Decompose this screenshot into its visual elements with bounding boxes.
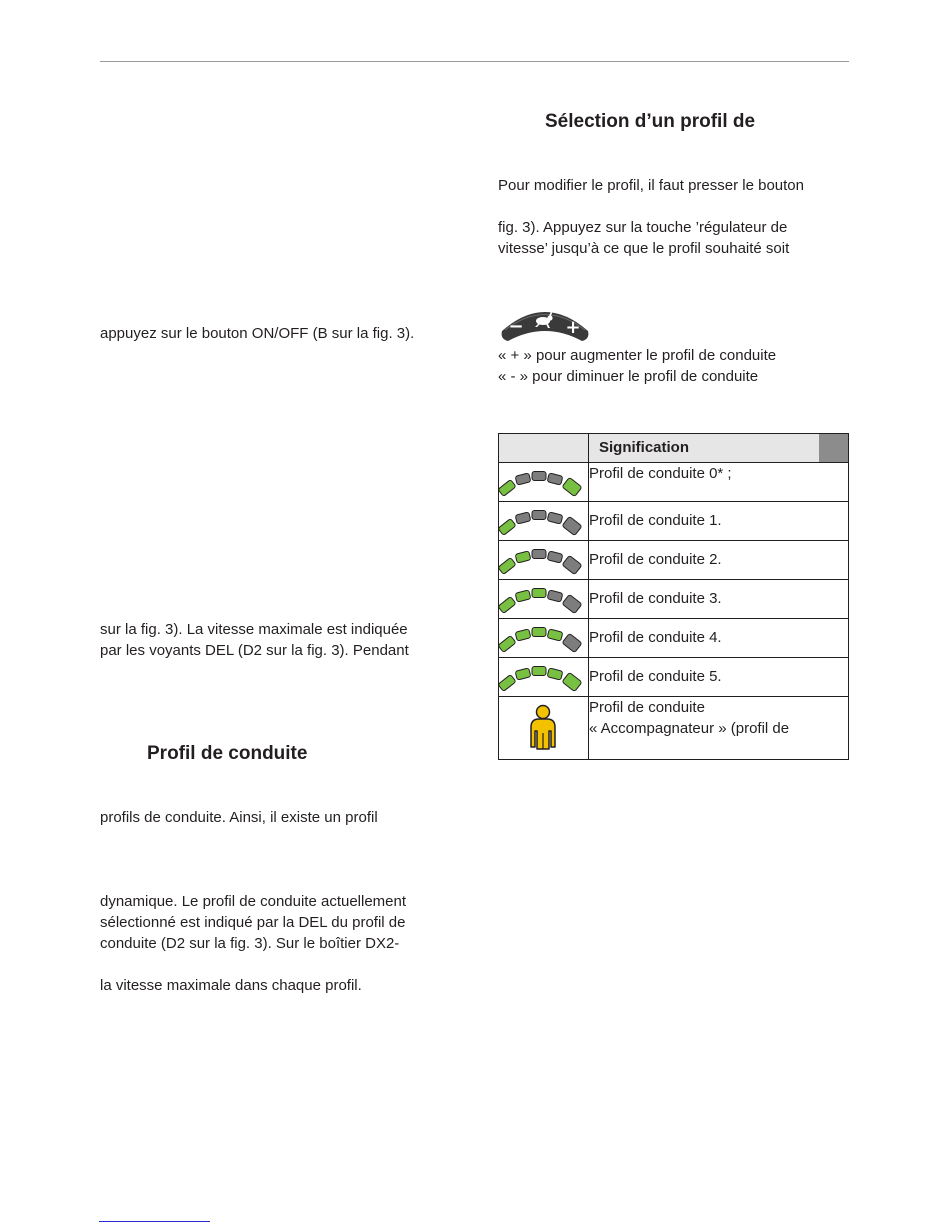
table-header-label: Signification <box>599 439 689 456</box>
table-row <box>499 658 849 697</box>
led-off <box>547 512 563 524</box>
profile-meaning-line-1: Profil de conduite 1. <box>589 512 722 529</box>
profile-led-arc-icon <box>499 619 587 656</box>
profile-led-arc-icon <box>499 541 587 578</box>
table-row <box>499 697 849 760</box>
led-on <box>515 551 531 563</box>
profile-meaning-line-1: Profil de conduite 4. <box>589 629 722 646</box>
led-on <box>499 675 516 692</box>
table-row <box>499 619 849 658</box>
profile-meaning-line-1: Profil de conduite 2. <box>589 551 722 568</box>
led-off <box>515 512 531 524</box>
profile-table <box>498 433 849 760</box>
left-paragraph-4-line-3: conduite (D2 sur la fig. 3). Sur le boîtier DX2- <box>100 935 400 952</box>
left-paragraph-4-line-2: sélectionné est indiqué par la DEL du profil de <box>100 914 406 931</box>
led-off <box>562 516 582 535</box>
led-on <box>515 590 531 602</box>
profile-icon-cell <box>499 502 589 541</box>
led-on <box>499 519 516 536</box>
table-row <box>499 463 849 502</box>
profile-led-arc-icon <box>499 502 587 539</box>
footer-rule <box>99 1221 210 1222</box>
profile-meaning-line-1: Profil de conduite 3. <box>589 590 722 607</box>
led-on <box>547 629 563 641</box>
led-off <box>547 551 563 563</box>
left-paragraph-2-line-1: sur la fig. 3). La vitesse maximale est indiquée <box>100 621 408 638</box>
attendant-person-icon <box>499 697 587 755</box>
profile-icon-cell <box>499 697 589 760</box>
table-row <box>499 502 849 541</box>
led-on <box>562 672 582 691</box>
profile-icon-cell <box>499 619 589 658</box>
right-paragraph-2-line-1: fig. 3). Appuyez sur la touche ’régulateur de <box>498 219 788 236</box>
table-header-meaning <box>589 434 849 463</box>
profile-meaning-line-1: Profil de conduite 0* ; <box>589 465 732 482</box>
led-on <box>532 628 546 637</box>
profile-meaning-cell <box>589 541 849 580</box>
led-on <box>499 597 516 614</box>
led-on <box>499 636 516 653</box>
led-off <box>562 555 582 574</box>
profile-meaning-cell <box>589 580 849 619</box>
led-on <box>515 629 531 641</box>
led-off <box>532 511 546 520</box>
left-paragraph-5: la vitesse maximale dans chaque profil. <box>100 977 362 994</box>
led-on <box>562 477 582 496</box>
profile-led-arc-icon <box>499 580 587 617</box>
profile-meaning-cell <box>589 619 849 658</box>
led-on <box>532 589 546 598</box>
left-paragraph-1: appuyez sur le bouton ON/OFF (B sur la fig. 3). <box>100 325 415 342</box>
led-off <box>547 590 563 602</box>
profile-meaning-line-2: « Accompagnateur » (profil de <box>589 720 790 737</box>
led-off <box>515 473 531 485</box>
led-off <box>562 594 582 613</box>
table-header-tab <box>819 434 848 462</box>
led-on <box>532 667 546 676</box>
right-paragraph-1: Pour modifier le profil, il faut presser le bouton <box>498 177 804 194</box>
right-paragraph-2-line-2: vitesse’ jusqu’à ce que le profil souhaité soit <box>498 240 790 257</box>
plus-explanation: « + » pour augmenter le profil de conduite <box>498 347 777 364</box>
minus-explanation: « - » pour diminuer le profil de conduite <box>498 368 759 385</box>
left-paragraph-2-line-2: par les voyants DEL (D2 sur la fig. 3). Pendant <box>100 642 409 659</box>
led-on <box>499 480 516 497</box>
profile-meaning-cell <box>589 463 849 502</box>
profile-meaning-line-1: Profil de conduite 5. <box>589 668 722 685</box>
led-off <box>532 550 546 559</box>
table-row <box>499 541 849 580</box>
led-on <box>499 558 516 575</box>
profile-meaning-line-1: Profil de conduite <box>589 699 705 716</box>
profile-icon-cell <box>499 580 589 619</box>
minus-sign: − <box>508 316 524 337</box>
profile-meaning-cell <box>589 697 849 760</box>
table-header-icon-cell <box>499 434 589 463</box>
profile-icon-cell <box>499 463 589 502</box>
profile-meaning-cell <box>589 502 849 541</box>
table-row <box>499 580 849 619</box>
section-heading-selection: Sélection d’un profil de <box>545 111 756 132</box>
profile-led-arc-icon <box>499 463 587 500</box>
led-on <box>547 668 563 680</box>
led-off <box>547 473 563 485</box>
profile-icon-cell <box>499 658 589 697</box>
speed-control-button-icon <box>498 303 592 343</box>
led-on <box>515 668 531 680</box>
profile-led-arc-icon <box>499 658 587 695</box>
plus-sign: + <box>565 317 581 338</box>
led-off <box>562 633 582 652</box>
left-paragraph-3: profils de conduite. Ainsi, il existe un profil <box>100 809 378 826</box>
left-paragraph-4-line-1: dynamique. Le profil de conduite actuellement <box>100 893 407 910</box>
profile-icon-cell <box>499 541 589 580</box>
led-off <box>532 472 546 481</box>
section-heading-profil: Profil de conduite <box>147 743 308 764</box>
header-rule <box>100 61 849 62</box>
profile-meaning-cell <box>589 658 849 697</box>
